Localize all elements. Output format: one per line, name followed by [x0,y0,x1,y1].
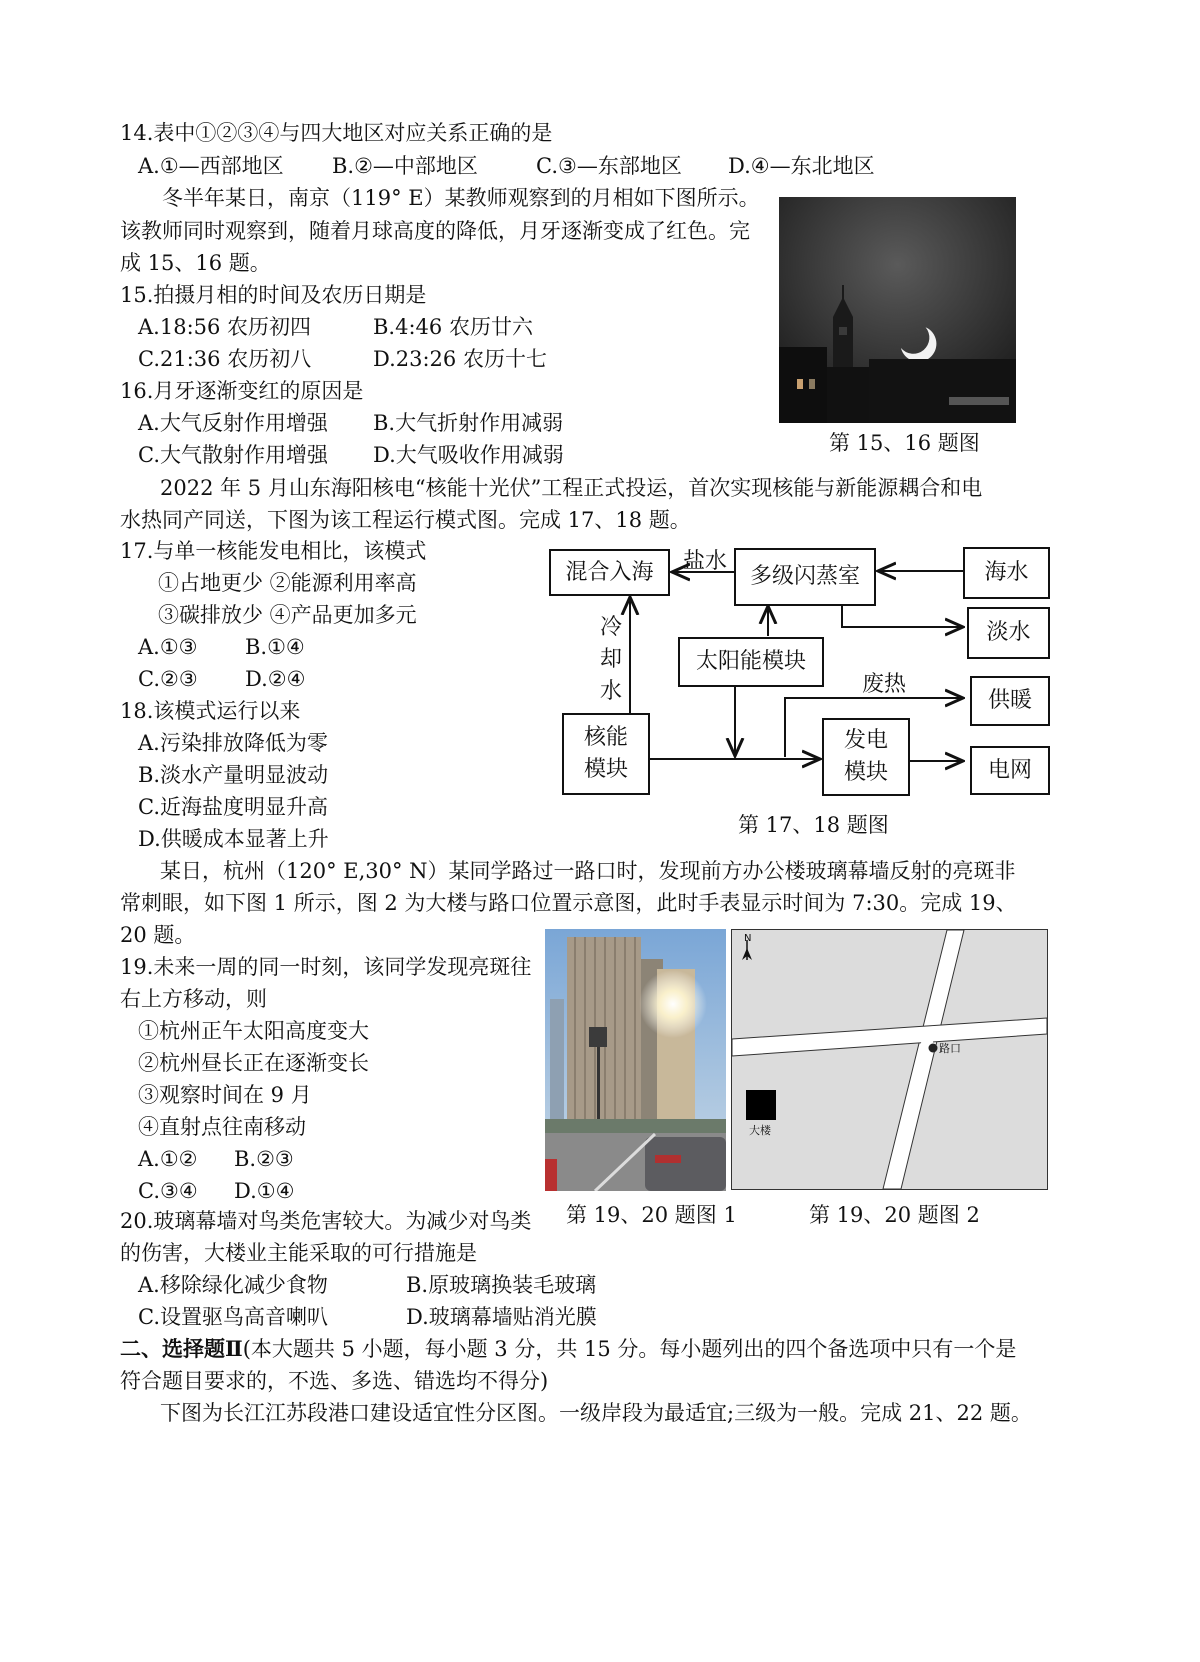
fig2-caption: 第 19、20 题图 2 [809,1203,980,1227]
flow-mix-sea [549,549,670,596]
flow-salt-water-label: 盐水 [683,549,728,574]
q15-option-a: A.18:56 农历初四 [138,315,312,339]
moon-caption: 第 15、16 题图 [829,431,980,455]
q20-stem-1: 20.玻璃幕墙对鸟类危害较大。为减少对鸟类 [120,1209,532,1233]
building-photo [545,929,726,1191]
q20-option-b: B.原玻璃换装毛玻璃 [406,1273,597,1297]
flow-cooling-water-label: 冷却水 [600,615,623,704]
flow-nuclear-label-2: 模块 [583,757,628,782]
q19-stem-1: 19.未来一周的同一时刻，该同学发现亮斑往 [120,955,532,979]
flow-grid [970,746,1050,795]
flow-caption: 第 17、18 题图 [738,813,889,837]
flow-power-label-1: 发电 [843,728,888,753]
flow-heating-label: 供暖 [987,688,1032,713]
flow-heating [970,676,1050,726]
location-map [731,929,1048,1190]
nuclear-intro-line1: 2022 年 5 月山东海阳核电“核能十光伏”工程正式投运，首次实现核能与新能源耦合和电 [160,476,983,500]
q19-item-4: ④直射点往南移动 [138,1115,306,1139]
q19-item-2: ②杭州昼长正在逐渐变长 [138,1051,369,1075]
north-label: N [744,933,752,944]
q16-option-a: A.大气反射作用增强 [138,411,328,435]
q19-stem-2: 右上方移动，则 [120,987,267,1011]
flow-mix-sea-label: 混合入海 [565,559,654,585]
q19-option-d: D.①④ [234,1179,295,1203]
q18-option-c: C.近海盐度明显升高 [138,795,328,819]
location-map-svg [732,930,1047,1189]
flow-waste-heat-label: 废热 [862,672,907,697]
flow-power-label-2: 模块 [843,760,888,785]
flow-seawater-label: 海水 [984,560,1029,585]
building-photo-svg [545,929,726,1191]
q17-stem: 17.与单一核能发电相比，该模式 [120,539,427,563]
moon-intro-line2: 该教师同时观察到，随着月球高度的降低，月牙逐渐变成了红色。完 [120,219,750,243]
flow-seawater [963,547,1050,599]
section2-desc-1: (本大题共 5 小题，每小题 3 分，共 15 分。每小题列出的四个备选项中只有一个是 [242,1337,1017,1361]
q17-item-2: ③碳排放少 ④产品更加多元 [158,603,417,627]
q14-option-b: B.②—中部地区 [332,154,478,178]
q15-option-b: B.4:46 农历廿六 [373,315,533,339]
q18-option-d: D.供暖成本显著上升 [138,827,329,851]
flow-flash-room-label: 多级闪蒸室 [749,564,860,589]
q20-option-c: C.设置驱鸟高音喇叭 [138,1305,328,1329]
section2-heading [120,1336,1016,1362]
q17-option-b: B.①④ [245,635,305,659]
flow-flash-room [734,548,876,606]
flow-solar [678,637,824,687]
q14-option-c: C.③—东部地区 [536,154,682,178]
section2-desc-2: 符合题目要求的，不选、多选、错选均不得分) [120,1369,549,1393]
q15-option-d: D.23:26 农历十七 [373,347,547,371]
q20-option-d: D.玻璃幕墙贴消光膜 [406,1305,597,1329]
q19-option-c: C.③④ [138,1179,198,1203]
q15-stem: 15.拍摄月相的时间及农历日期是 [120,283,427,307]
q19-item-3: ③观察时间在 9 月 [138,1083,312,1107]
q14-option-a: A.①—西部地区 [138,154,284,178]
flow-nuclear [562,713,650,795]
q16-option-c: C.大气散射作用增强 [138,443,328,467]
q18-stem: 18.该模式运行以来 [120,699,301,723]
fig1-caption: 第 19、20 题图 1 [566,1203,737,1227]
q16-option-d: D.大气吸收作用减弱 [373,443,564,467]
q16-stem: 16.月牙逐渐变红的原因是 [120,379,364,403]
q17-item-1: ①占地更少 ②能源利用率高 [158,571,417,595]
section2-title: 二、选择题Ⅱ [120,1336,243,1361]
q17-option-a: A.①③ [138,635,198,659]
flow-nuclear-label-1: 核能 [583,725,628,750]
q14-stem: 14.表中①②③④与四大地区对应关系正确的是 [120,121,553,145]
crossing-label: 路口 [939,1042,961,1055]
q20-stem-2: 的伤害，大楼业主能采取的可行措施是 [120,1241,477,1265]
flow-power [822,718,910,796]
q17-option-d: D.②④ [245,667,306,691]
flow-freshwater-label: 淡水 [986,620,1031,645]
building-label: 大楼 [749,1124,771,1137]
q19-item-1: ①杭州正午太阳高度变大 [138,1019,369,1043]
hz-intro-line2: 常刺眼，如下图 1 所示，图 2 为大楼与路口位置示意图，此时手表显示时间为 7:30。完成 19、 [120,891,1017,915]
q18-option-b: B.淡水产量明显波动 [138,763,329,787]
moon-intro-line1: 冬半年某日，南京（119° E）某教师观察到的月相如下图所示。 [162,186,760,210]
hz-intro-line1: 某日，杭州（120° E,30° N）某同学路过一路口时，发现前方办公楼玻璃幕墙反射的亮斑非 [160,859,1016,883]
q19-option-b: B.②③ [234,1147,294,1171]
nuclear-intro-line2: 水热同产同送，下图为该工程运行模式图。完成 17、18 题。 [120,508,691,532]
q18-option-a: A.污染排放降低为零 [138,731,328,755]
q16-option-b: B.大气折射作用减弱 [373,411,564,435]
port-intro: 下图为长江江苏段港口建设适宜性分区图。一级岸段为最适宜;三级为一般。完成 21、22 题。 [160,1401,1032,1425]
hz-intro-line3: 20 题。 [120,923,196,947]
flow-solar-label: 太阳能模块 [695,649,806,674]
q14-option-d: D.④—东北地区 [728,154,875,178]
moon-intro-line3: 成 15、16 题。 [120,251,271,275]
flow-freshwater [967,607,1050,659]
q19-option-a: A.①② [138,1147,198,1171]
q15-option-c: C.21:36 农历初八 [138,347,312,371]
q17-option-c: C.②③ [138,667,198,691]
flow-grid-label: 电网 [987,757,1032,783]
q20-option-a: A.移除绿化减少食物 [138,1273,328,1297]
